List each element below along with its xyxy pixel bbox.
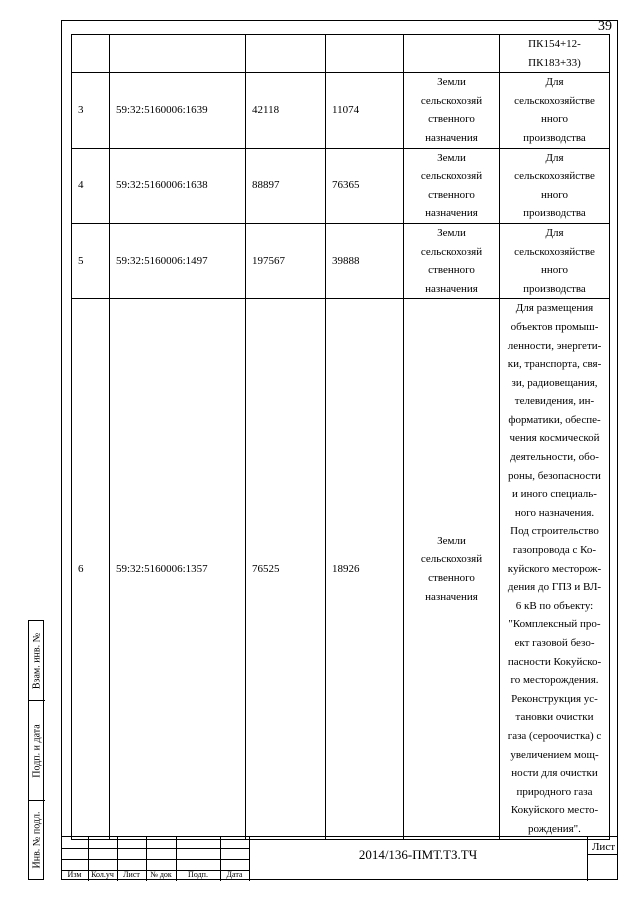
stamp-izm: Изм <box>67 870 82 879</box>
page-number: 39 <box>598 19 612 34</box>
table-cell-num: 3 <box>72 73 110 148</box>
sidebar-cell-vzam <box>29 621 45 701</box>
sidebar-label-inv: Инв. № подл. <box>31 811 43 869</box>
table-cell-area-part <box>326 35 404 73</box>
document-code: 2014/136-ПМТ.ТЗ.ТЧ <box>358 847 478 862</box>
table-cell-use: Для сельскохозяйстве нного производства <box>500 73 610 148</box>
table-cell-cadastral: 59:32:5160006:1638 <box>110 148 246 223</box>
sidebar-label-vzam: Взам. инв. № <box>31 632 43 689</box>
sidebar-cell-podp <box>29 701 45 801</box>
table-row <box>72 73 610 148</box>
table-cell-category <box>404 35 500 73</box>
stamp-n-dok: № док <box>150 870 172 879</box>
table-cell-area-total: 197567 <box>246 223 326 298</box>
table-cell-cadastral <box>110 35 246 73</box>
sheet-label: Лист <box>591 841 616 853</box>
land-plots-table <box>71 34 610 840</box>
table-cell-use: ПК154+12- ПК183+33) <box>500 35 610 73</box>
table-cell-area-part: 18926 <box>326 299 404 839</box>
table-cell-category: Земли сельскохозяй ственного назначения <box>404 223 500 298</box>
table-cell-num: 5 <box>72 223 110 298</box>
stamp-podp: Подп. <box>188 870 208 879</box>
stamp-list: Лист <box>123 870 140 879</box>
table-cell-num <box>72 35 110 73</box>
sidebar-cell-inv <box>29 801 45 879</box>
table-cell-area-part: 39888 <box>326 223 404 298</box>
table-cell-category: Земли сельскохозяй ственного назначения <box>404 148 500 223</box>
table-cell-num: 6 <box>72 299 110 839</box>
table-cell-use: Для размещения объектов промыш- ленности, энергети- ки, транспорта, свя- зи, радиовещания, телевидения, ин- форматики, обеспе- чения космической деятельности, обо- роны, безопасности и иного специаль- ного назначения. Под строительство газопровода с Ко- куйского месторож- дения до ГПЗ и ВЛ- 6 кВ по объекту: "Комплексный про- ект газовой безо- пасности Кокуйско- го месторождения. Реконструкция ус- тановки очистки газа (сероочистка) с увеличением мощ- ности для очистки природного газа Кокуйского место- рождения". <box>500 299 610 839</box>
table-cell-category: Земли сельскохозяй ственного назначения <box>404 73 500 148</box>
table-body <box>72 35 610 840</box>
stamp-data: Дата <box>226 870 243 879</box>
table-cell-area-total: 76525 <box>246 299 326 839</box>
table-row <box>72 35 610 73</box>
table-cell-num: 4 <box>72 148 110 223</box>
stamp-kol-uch: Кол.уч <box>91 870 114 879</box>
table-cell-area-total: 88897 <box>246 148 326 223</box>
table-cell-area-total: 42118 <box>246 73 326 148</box>
left-sidebar <box>28 620 44 880</box>
table-cell-area-part: 76365 <box>326 148 404 223</box>
table-row <box>72 223 610 298</box>
table-cell-category: Земли сельскохозяй ственного назначения <box>404 299 500 839</box>
table-cell-area-total <box>246 35 326 73</box>
table-cell-area-part: 11074 <box>326 73 404 148</box>
table-row <box>72 148 610 223</box>
table-row <box>72 299 610 839</box>
table-cell-use: Для сельскохозяйстве нного производства <box>500 148 610 223</box>
table-cell-cadastral: 59:32:5160006:1639 <box>110 73 246 148</box>
table-cell-use: Для сельскохозяйстве нного производства <box>500 223 610 298</box>
table-cell-cadastral: 59:32:5160006:1497 <box>110 223 246 298</box>
title-block <box>61 836 618 880</box>
table-cell-cadastral: 59:32:5160006:1357 <box>110 299 246 839</box>
sidebar-label-podp: Подп. и дата <box>31 723 43 778</box>
